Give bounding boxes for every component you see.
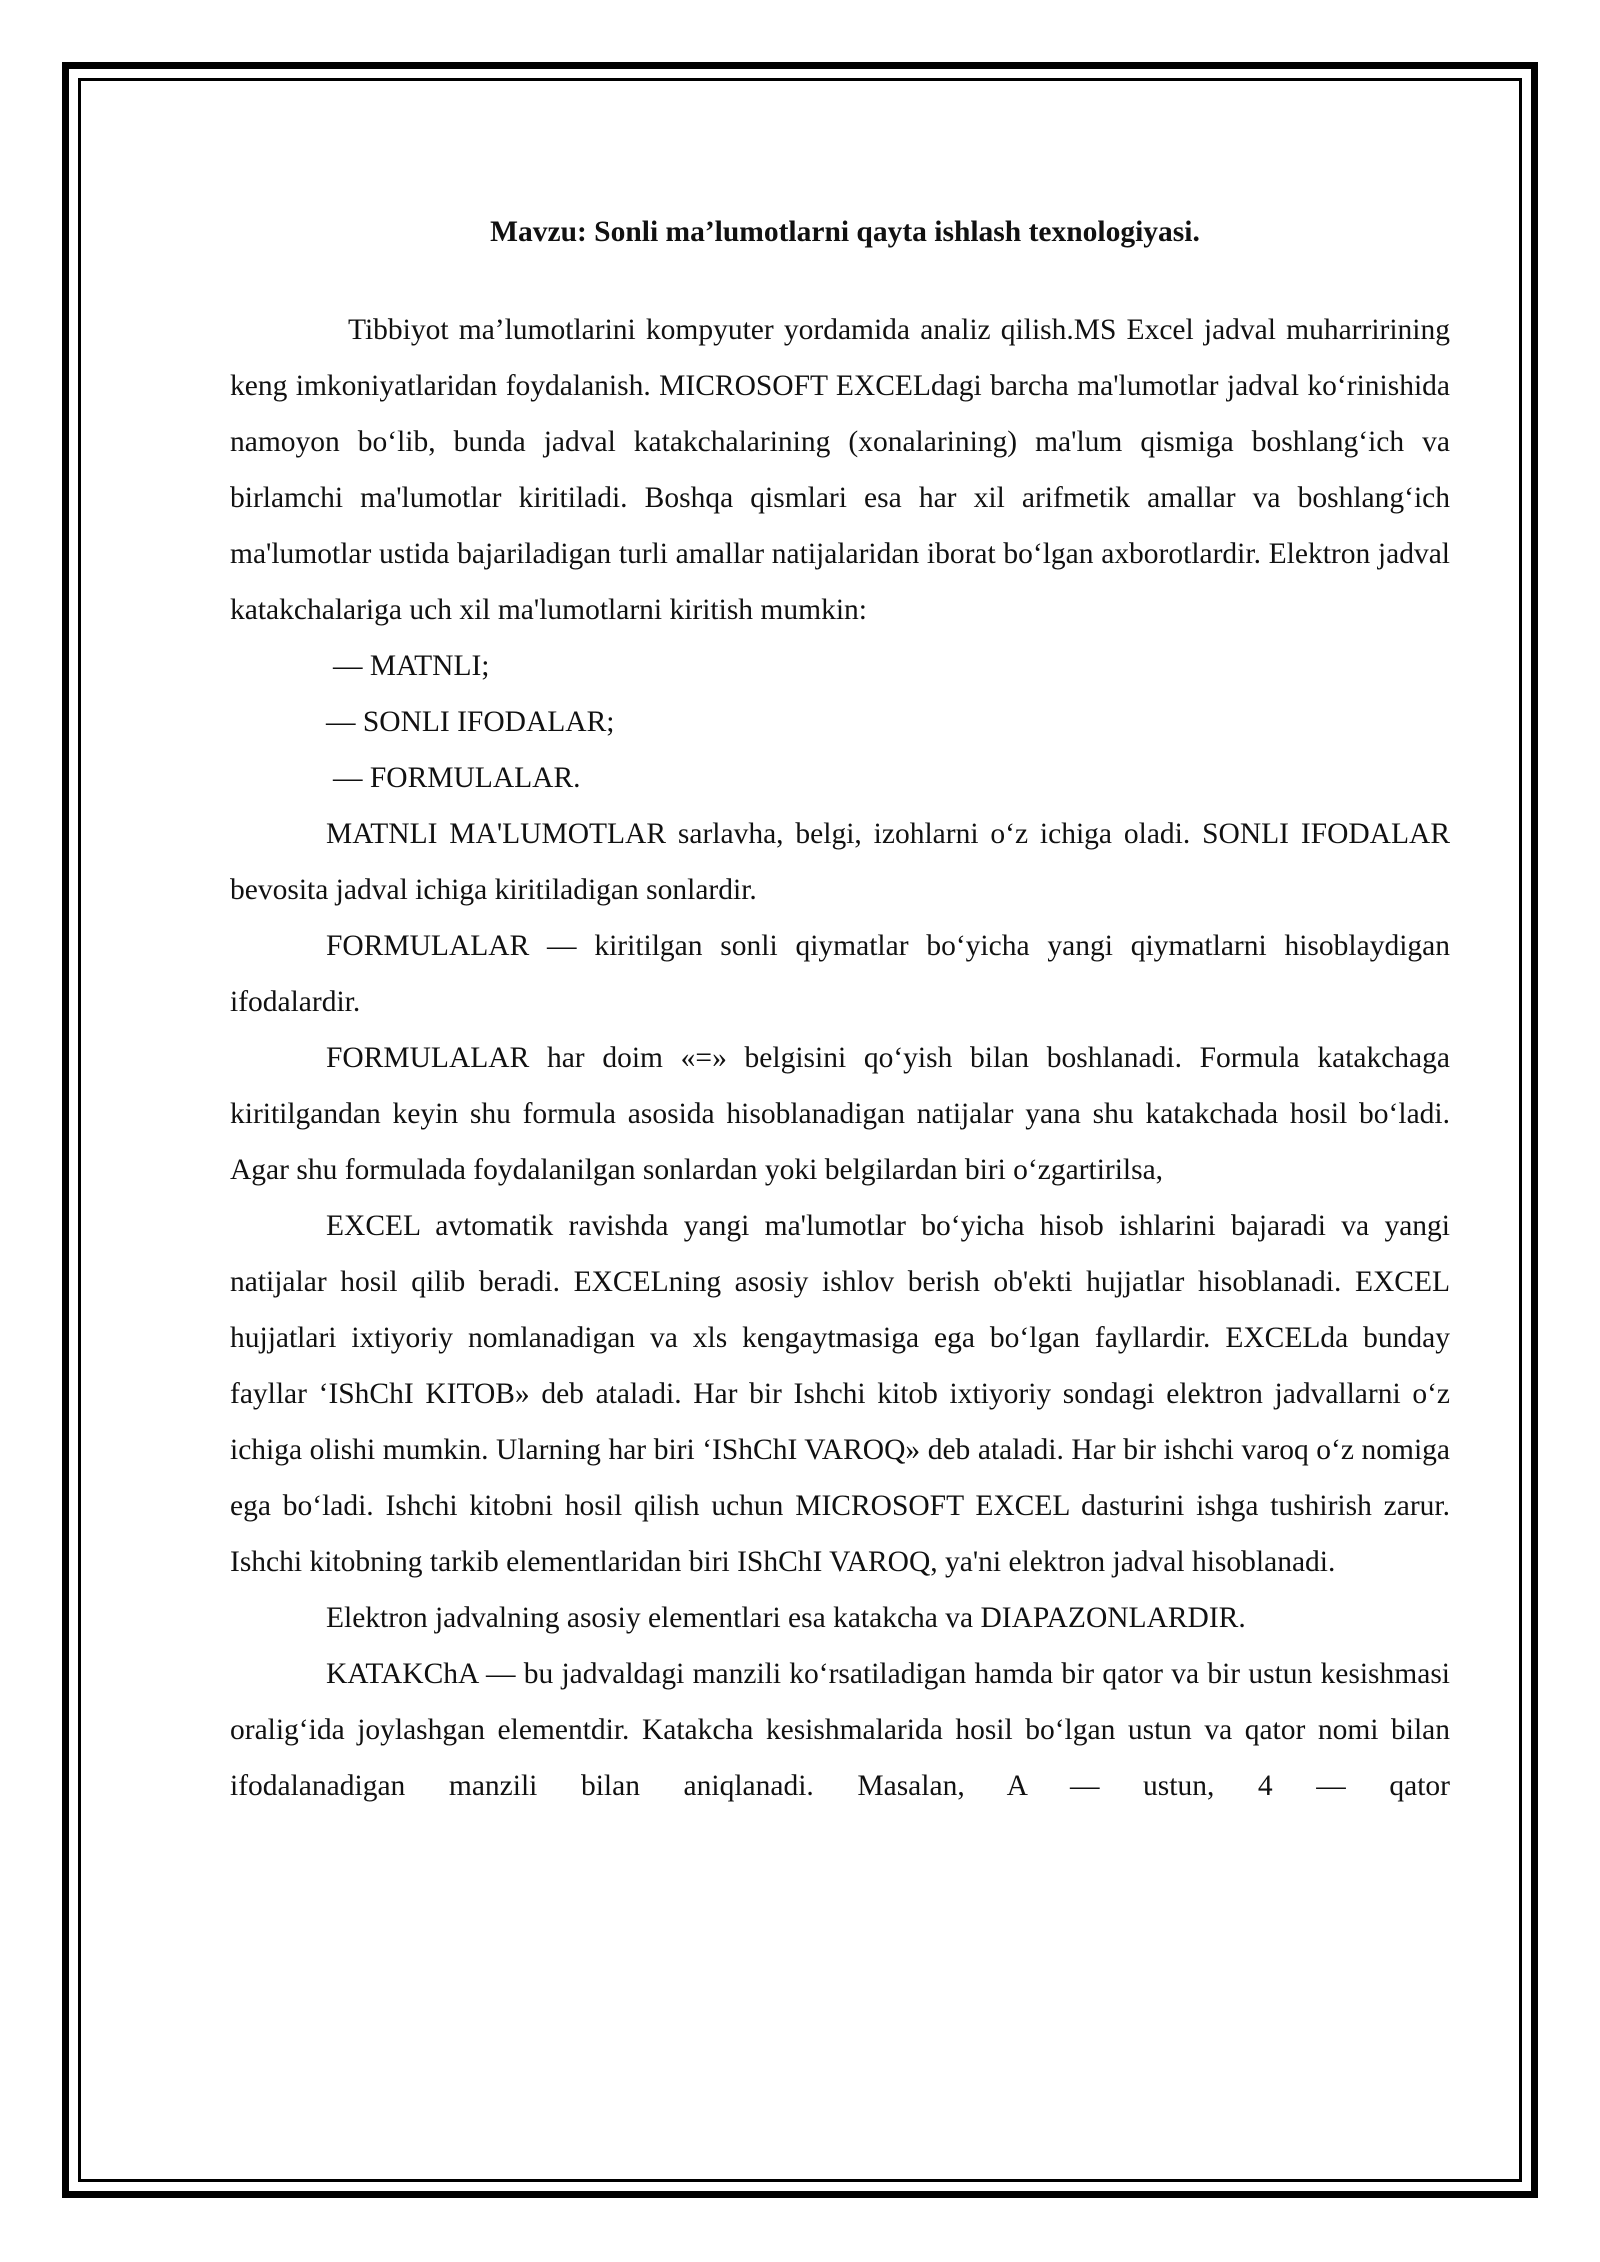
paragraph-formulalar-definition: FORMULALAR — kiritilgan sonli qiymatlar boʻyicha yangi qiymatlarni hisoblaydigan ifodalardir. xyxy=(230,930,1450,1018)
list-item-matnli: — MATNLI; xyxy=(333,650,490,682)
paragraph-formulalar-start: FORMULALAR har doim «=» belgisini qoʻyish bilan boshlanadi. Formula katakchaga kiritilgandan keyin shu formula asosida hisoblanadigan natijalar yana shu katakchada hosil boʻladi. Agar shu formulada foydalanilgan sonlardan yoki belgilardan biri oʻzgartirilsa, xyxy=(230,1042,1450,1186)
document-body xyxy=(230,204,1450,1814)
list-item-formulalar: — FORMULALAR. xyxy=(333,762,581,794)
paragraph-elements: Elektron jadvalning asosiy elementlari esa katakcha va DIAPAZONLARDIR. xyxy=(326,1602,1246,1634)
paragraph-excel-automatic: EXCEL avtomatik ravishda yangi ma'lumotlar boʻyicha hisob ishlarini bajaradi va yangi natijalar hosil qilib beradi. EXCELning asosiy ishlov berish ob'ekti hujjatlar hisoblanadi. EXCEL hujjatlari ixtiyoriy nomlanadigan va xls kengaytmasiga ega boʻlgan fayllardir. EXCELda bunday fayllar ‘IShChI KITOB» deb ataladi. Har bir Ishchi kitob ixtiyoriy sondagi elektron jadvallarni oʻz ichiga olishi mumkin. Ularning har biri ‘IShChI VAROQ» deb ataladi. Har bir ishchi varoq oʻz nomiga ega boʻladi. Ishchi kitobni hosil qilish uchun MICROSOFT EXCEL dasturini ishga tushirish zarur. Ishchi kitobning tarkib elementlaridan biri IShChI VAROQ, ya'ni elektron jadval hisoblanadi. xyxy=(230,1210,1450,1578)
intro-paragraph: Tibbiyot ma’lumotlarini kompyuter yordamida analiz qilish.MS Excel jadval muharririning keng imkoniyatlaridan foydalanish. MICROSOFT EXCELdagi barcha ma'lumotlar jadval koʻrinishida namoyon boʻlib, bunda jadval katakchalarining (xonalarining) ma'lum qismiga boshlangʻich va birlamchi ma'lumotlar kiritiladi. Boshqa qismlari esa har xil arifmetik amallar va boshlangʻich ma'lumotlar ustida bajariladigan turli amallar natijalaridan iborat boʻlgan axborotlardir. Elektron jadval katakchalariga uch xil ma'lumotlarni kiritish mumkin: xyxy=(230,314,1450,626)
list-item-sonli-ifodalar: — SONLI IFODALAR; xyxy=(326,706,615,738)
paragraph-katakcha: KATAKChA — bu jadvaldagi manzili koʻrsatiladigan hamda bir qator va bir ustun kesishmasi oraligʻida joylashgan elementdir. Katakcha kesishmalarida hosil boʻlgan ustun va qator nomi bilan ifodalanadigan manzili bilan aniqlanadi. Masalan, A — ustun, 4 — qator xyxy=(230,1658,1450,1802)
paragraph-matnli-malumotlar: MATNLI MA'LUMOTLAR sarlavha, belgi, izohlarni oʻz ichiga oladi. SONLI IFODALAR bevosita jadval ichiga kiritiladigan sonlardir. xyxy=(230,818,1450,906)
document-title: Mavzu: Sonli ma’lumotlarni qayta ishlash texnologiyasi. xyxy=(490,216,1200,248)
